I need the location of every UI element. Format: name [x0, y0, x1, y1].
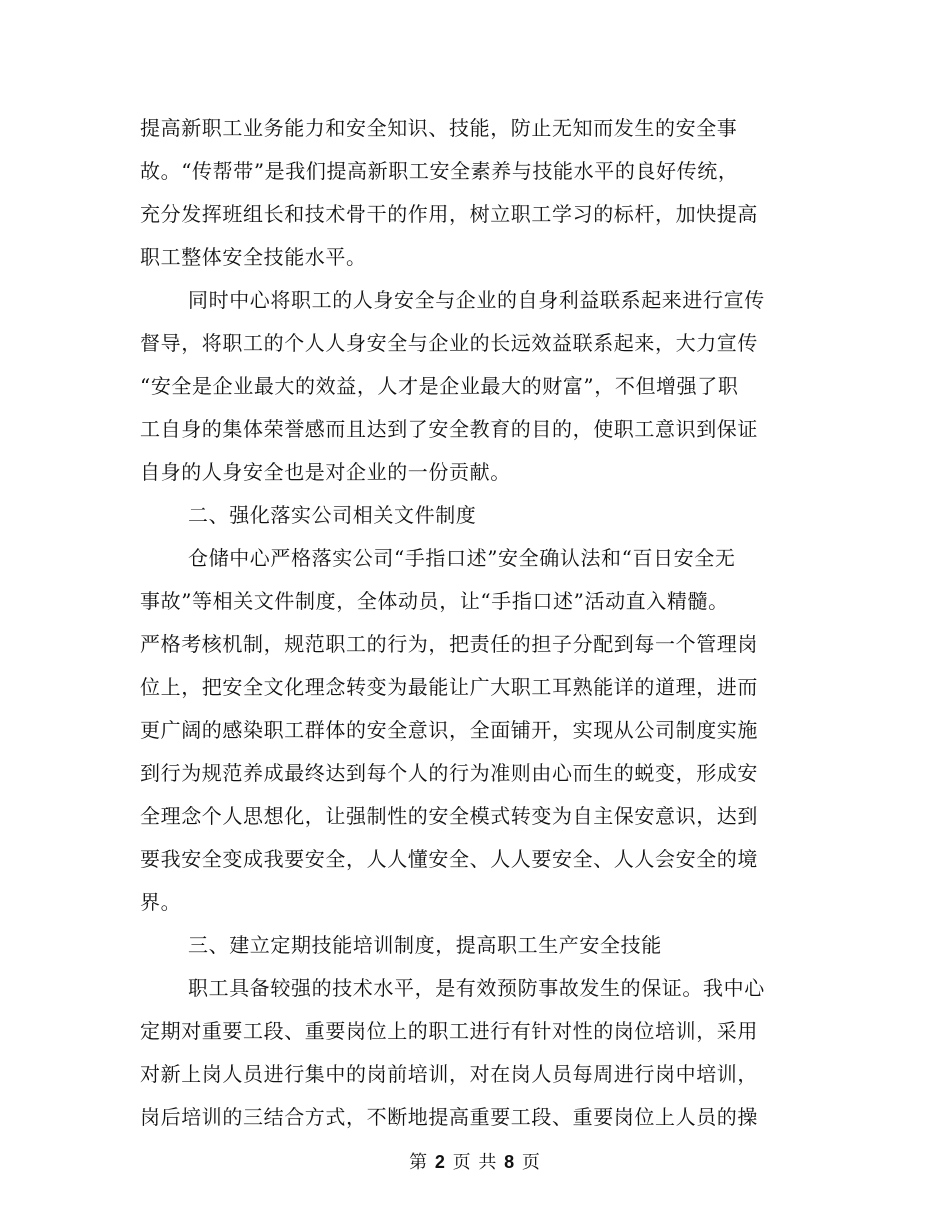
total-page-count: 8 [504, 1152, 516, 1172]
paragraph-line: 职工整体安全技能水平。 [140, 245, 367, 269]
footer-middle: 页 共 [452, 1152, 498, 1173]
paragraph-line: 事故”等相关文件制度，全体动员，让“手指口述”活动直入精髓。 [140, 589, 729, 613]
paragraph-line: 严格考核机制，规范职工的行为，把责任的担子分配到每一个管理岗 [140, 632, 758, 656]
paragraph-line: 故。“传帮带”是我们提高新职工安全素养与技能水平的良好传统， [140, 159, 739, 183]
paragraph-line: 要我安全变成我要安全，人人懂安全、人人要安全、人人会安全的境 [140, 847, 758, 871]
paragraph-line: 定期对重要工段、重要岗位上的职工进行有针对性的岗位培训，采用 [140, 1019, 758, 1043]
paragraph-line: 全理念个人思想化，让强制性的安全模式转变为自主保安意识，达到 [140, 804, 758, 828]
paragraph-line: 自身的人身安全也是对企业的一份贡献。 [140, 460, 511, 484]
paragraph-line: 职工具备较强的技术水平，是有效预防事故发生的保证。我中心 [188, 976, 765, 1000]
paragraph-line: 位上，把安全文化理念转变为最能让广大职工耳熟能详的道理，进而 [140, 675, 758, 699]
paragraph-line: 到行为规范养成最终达到每个人的行为准则由心而生的蜕变，形成安 [140, 761, 758, 785]
footer-prefix: 第 [409, 1152, 429, 1173]
paragraph-line: 充分发挥班组长和技术骨干的作用，树立职工学习的标杆，加快提高 [140, 202, 758, 226]
page-number-footer [0, 1150, 950, 1175]
paragraph-line: 工自身的集体荣誉感而且达到了安全教育的目的，使职工意识到保证 [140, 417, 758, 441]
paragraph-line: 更广阔的感染职工群体的安全意识，全面铺开，实现从公司制度实施 [140, 718, 758, 742]
section-heading: 三、建立定期技能培训制度，提高职工生产安全技能 [188, 933, 662, 957]
paragraph-line: “安全是企业最大的效益，人才是企业最大的财富”，不但增强了职 [140, 374, 739, 398]
paragraph-line: 界。 [140, 890, 182, 914]
paragraph-line: 对新上岗人员进行集中的岗前培训，对在岗人员每周进行岗中培训， [140, 1062, 758, 1086]
paragraph-line: 提高新职工业务能力和安全知识、技能，防止无知而发生的安全事 [140, 116, 738, 140]
paragraph-line: 督导，将职工的个人人身安全与企业的长远效益联系起来，大力宣传 [140, 331, 758, 355]
section-heading: 二、强化落实公司相关文件制度 [188, 503, 477, 527]
paragraph-line: 岗后培训的三结合方式，不断地提高重要工段、重要岗位上人员的操 [140, 1105, 758, 1129]
paragraph-line: 同时中心将职工的人身安全与企业的自身利益联系起来进行宣传 [188, 288, 765, 312]
footer-suffix: 页 [521, 1152, 541, 1173]
current-page-number: 2 [434, 1152, 446, 1172]
paragraph-line: 仓储中心严格落实公司“手指口述”安全确认法和“百日安全无 [188, 546, 736, 570]
